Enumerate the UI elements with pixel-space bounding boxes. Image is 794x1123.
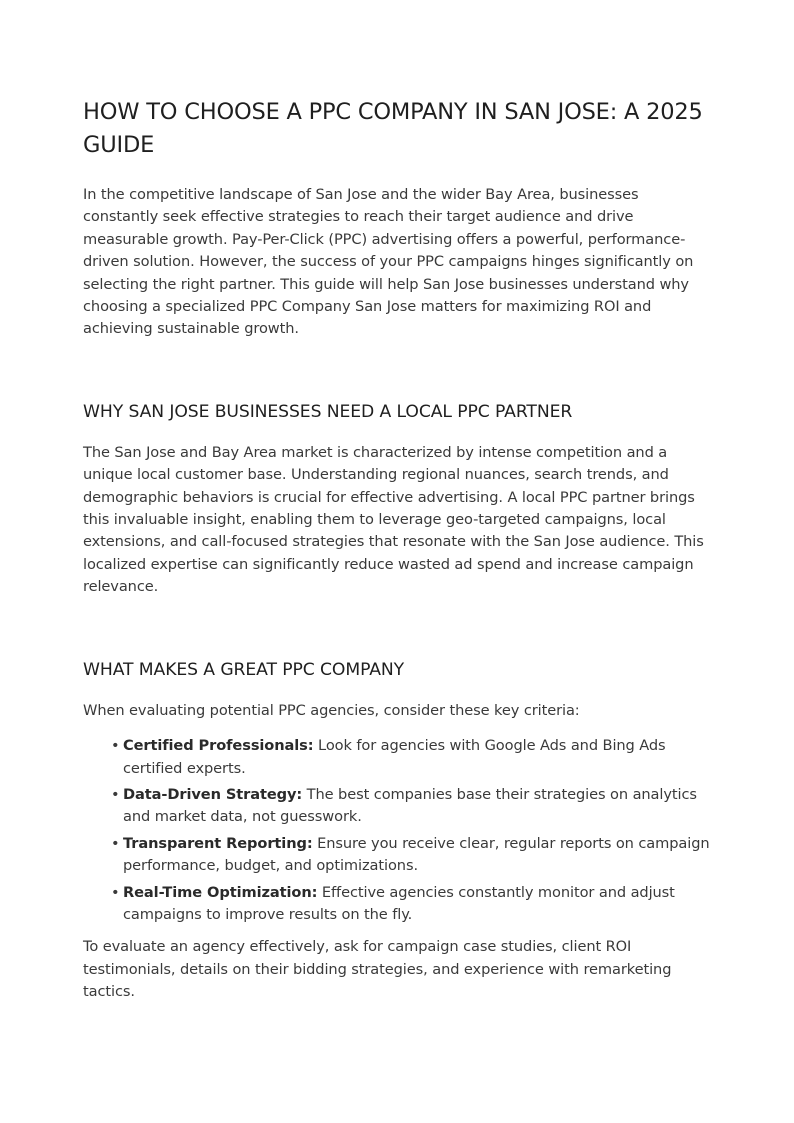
criteria-text: Effective agencies constantly monitor and adjust campaigns to improve results on the fly. bbox=[123, 883, 675, 923]
criteria-label: Certified Professionals: bbox=[123, 737, 314, 755]
criteria-lead-paragraph: When evaluating potential PPC agencies, consider these key criteria: bbox=[83, 701, 580, 719]
criteria-text: The best companies base their strategies on analytics and market data, not guesswork. bbox=[123, 785, 697, 826]
bullet-marker: • bbox=[111, 883, 120, 901]
criteria-label: Transparent Reporting: bbox=[123, 834, 313, 852]
bullet-marker: • bbox=[111, 737, 120, 755]
bullet-marker: • bbox=[111, 834, 120, 852]
list-item bbox=[111, 882, 715, 927]
bullet-marker: • bbox=[111, 785, 120, 803]
section-heading-great-company: WHAT MAKES A GREAT PPC COMPANY bbox=[83, 659, 405, 680]
page-title: HOW TO CHOOSE A PPC COMPANY IN SAN JOSE: A 2025 GUIDE bbox=[83, 99, 703, 158]
criteria-text: Look for agencies with Google Ads and Bing Ads certified experts. bbox=[123, 737, 666, 777]
list-item bbox=[111, 833, 715, 878]
section-body-local-partner: The San Jose and Bay Area market is characterized by intense competition and a unique local customer base. Understanding regional nuances, search trends, and demographic behaviors is crucial for effective advertising. A local PPC partner brings this invaluable insight, enabling them to leverage geo-targeted campaigns, local extensions, and call-focused strategies that resonate with the San Jose audience. This localized expertise can significantly reduce wasted ad spend and increase campaign relevance. bbox=[83, 443, 704, 596]
intro-paragraph: In the competitive landscape of San Jose and the wider Bay Area, businesses constantly seek effective strategies to reach their target audience and drive measurable growth. Pay-Per-Click (PPC) advertising offers a powerful, performance-driven solution. However, the success of your PPC campaigns hinges significantly on selecting the right partner. This guide will help San Jose businesses understand why choosing a specialized PPC Company San Jose matters for maximizing ROI and achieving sustainable growth. bbox=[83, 186, 694, 338]
criteria-label: Real-Time Optimization: bbox=[123, 883, 318, 901]
closing-paragraph: To evaluate an agency effectively, ask for campaign case studies, client ROI testimonials, details on their bidding strategies, and experience with remarketing tactics. bbox=[83, 938, 672, 1001]
criteria-label: Data-Driven Strategy: bbox=[123, 785, 303, 803]
document-page bbox=[83, 96, 715, 1004]
criteria-list bbox=[83, 735, 715, 926]
section-heading-local-partner: WHY SAN JOSE BUSINESSES NEED A LOCAL PPC PARTNER bbox=[83, 401, 573, 422]
list-item bbox=[111, 784, 715, 829]
list-item bbox=[111, 735, 715, 780]
criteria-text: Ensure you receive clear, regular reports on campaign performance, budget, and optimizations. bbox=[123, 834, 710, 875]
